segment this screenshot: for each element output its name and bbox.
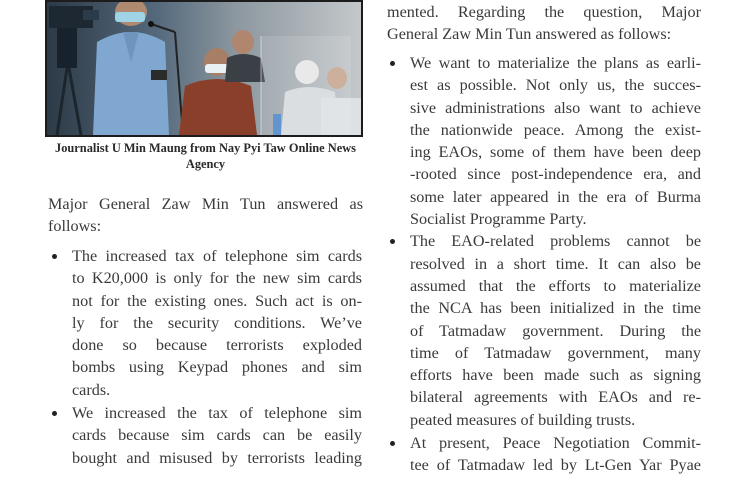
list-item: At present, Peace Negotiation Commit- tee of Tatmadaw led by Lt-Gen Yar Pyae <box>410 432 701 477</box>
news-photo <box>45 0 363 137</box>
bullet-icon <box>52 254 57 259</box>
bullet-icon <box>390 239 395 244</box>
list-item: The EAO-related problems cannot be resolved in a short time. It can also be assumed that the efforts to materialize the NCA has been initialized in the time of Tatmadaw government. During the time of Tatmadaw government, many efforts have been made such as signing bilateral agreements with EAOs and re- peated measures of building trusts. <box>410 230 701 431</box>
right-top-paragraph: mented. Regarding the question, Major General Zaw Min Tun answered as follows: <box>387 3 701 44</box>
list-item: We want to materialize the plans as earli- est as possible. Not only us, the succes- sive administrations also want to achieve the nationwide peace. Among the exist- ing EAOs, some of them have been deep -rooted since post-independence era, and some later appeared in the era of Burma Socialist Programme Party. <box>410 52 701 230</box>
list-item: The increased tax of telephone sim cards to K20,000 is only for the new sim cards not for the existing ones. Such act is on- ly for the security conditions. We’ve done so because terrorists exploded bombs using Keypad phones and sim cards. <box>72 245 362 401</box>
photo-caption: Journalist U Min Maung from Nay Pyi Taw Online News Agency <box>55 141 356 171</box>
bullet-icon <box>390 61 395 66</box>
left-bullet-list <box>72 245 362 469</box>
left-intro-paragraph: Major General Zaw Min Tun answered as follows: <box>48 195 363 236</box>
right-bullet-list <box>410 52 701 477</box>
list-item: We increased the tax of telephone sim cards because sim cards can be easily bought and misused by terrorists leading <box>72 402 362 469</box>
bullet-icon <box>390 441 395 446</box>
bullet-icon <box>52 411 57 416</box>
press-conference-photo <box>47 2 361 135</box>
